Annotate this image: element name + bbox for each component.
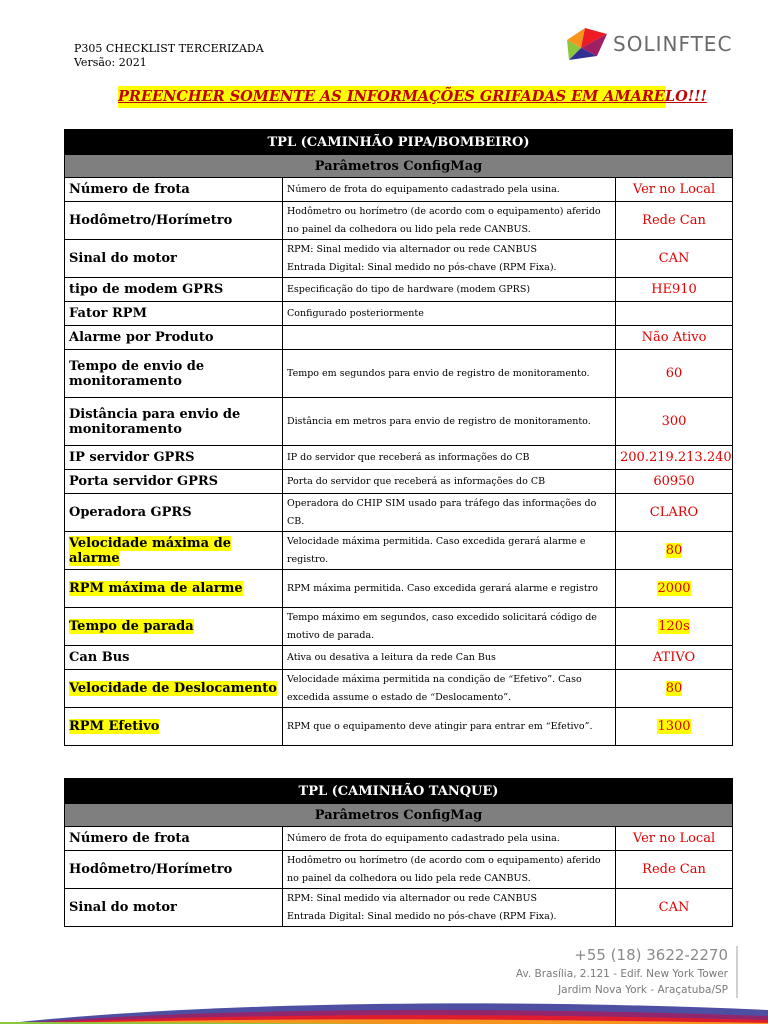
document-version: Versão: 2021 bbox=[74, 56, 147, 69]
row-description: Operadora do CHIP SIM usado para tráfego das informações do CB. bbox=[283, 494, 616, 532]
row-label: Alarme por Produto bbox=[69, 330, 214, 345]
row-description bbox=[283, 326, 616, 350]
row-value: Ver no Local bbox=[632, 831, 716, 846]
row-value: 200.219.213.240 bbox=[620, 450, 732, 465]
table-row-distancia-para-envio-de-monitoramento bbox=[65, 398, 733, 446]
document-title: P305 CHECKLIST TERCERIZADA bbox=[74, 42, 264, 55]
row-value: HE910 bbox=[651, 282, 697, 297]
row-label: Sinal do motor bbox=[69, 900, 177, 915]
footer-phone: +55 (18) 3622-2270 bbox=[574, 946, 728, 964]
table-row-hodometro-horimetro bbox=[65, 851, 733, 889]
table-row-rpm-maxima-de-alarme bbox=[65, 570, 733, 608]
row-description: Distância em metros para envio de registro de monitoramento. bbox=[283, 398, 616, 446]
footer-divider bbox=[736, 946, 738, 998]
table-row-rpm-efetivo bbox=[65, 708, 733, 746]
solinftec-logo bbox=[563, 26, 743, 66]
row-label: Sinal do motor bbox=[69, 251, 177, 266]
table-row-tipo-de-modem-gprs bbox=[65, 278, 733, 302]
row-label: Número de frota bbox=[69, 831, 190, 846]
row-value: Rede Can bbox=[642, 862, 706, 877]
table-row-sinal-do-motor bbox=[65, 889, 733, 927]
table-row-velocidade-de-deslocamento bbox=[65, 670, 733, 708]
table-subtitle: Parâmetros ConfigMag bbox=[65, 155, 733, 178]
table-row-porta-servidor-gprs bbox=[65, 470, 733, 494]
row-value: Não Ativo bbox=[641, 330, 707, 345]
table-row-alarme-por-produto bbox=[65, 326, 733, 350]
row-description: Hodômetro ou horímetro (de acordo com o equipamento) aferido no painel da colhedora ou lido pela rede CANBUS. bbox=[283, 202, 616, 240]
row-label: Can Bus bbox=[69, 650, 130, 665]
row-value: 60 bbox=[665, 366, 683, 381]
table-row-operadora-gprs bbox=[65, 494, 733, 532]
checklist-table-tanque bbox=[64, 778, 733, 927]
table-subtitle: Parâmetros ConfigMag bbox=[65, 804, 733, 827]
table-row-fator-rpm bbox=[65, 302, 733, 326]
row-label: Hodômetro/Horímetro bbox=[69, 862, 233, 877]
row-value: 120s bbox=[658, 619, 690, 634]
row-label: tipo de modem GPRS bbox=[69, 282, 224, 297]
row-description: Especificação do tipo de hardware (modem GPRS) bbox=[283, 278, 616, 302]
table-title: TPL (CAMINHÃO TANQUE) bbox=[65, 779, 733, 804]
row-value: 80 bbox=[665, 681, 683, 696]
row-description: Configurado posteriormente bbox=[283, 302, 616, 326]
table-row-velocidade-maxima-de-alarme bbox=[65, 532, 733, 570]
logo-text: SOLINFTEC bbox=[613, 32, 733, 56]
footer-contact bbox=[500, 944, 728, 998]
document-header bbox=[74, 42, 264, 70]
row-description: Velocidade máxima permitida na condição de “Efetivo”. Caso excedida assume o estado de “Deslocamento”. bbox=[283, 670, 616, 708]
row-value: CAN bbox=[658, 900, 690, 915]
table-title: TPL (CAMINHÃO PIPA/BOMBEIRO) bbox=[65, 130, 733, 155]
row-label: IP servidor GPRS bbox=[69, 450, 195, 465]
table-row-tempo-de-envio-de-monitoramento bbox=[65, 350, 733, 398]
checklist-table-pipa bbox=[64, 129, 733, 746]
instruction-banner: PREENCHER SOMENTE AS INFORMAÇÕES GRIFADAS EM AMARELO!!! bbox=[118, 86, 666, 108]
row-label: Operadora GPRS bbox=[69, 505, 192, 520]
table-row-can-bus bbox=[65, 646, 733, 670]
row-description: RPM: Sinal medido via alternador ou rede CANBUS Entrada Digital: Sinal medido no pós-chave (RPM Fixa). bbox=[283, 889, 616, 927]
table-row-numero-de-frota bbox=[65, 827, 733, 851]
table-row-hodometro-horimetro bbox=[65, 202, 733, 240]
row-label: Fator RPM bbox=[69, 306, 147, 321]
row-value: 2000 bbox=[657, 581, 691, 596]
row-description: RPM que o equipamento deve atingir para entrar em “Efetivo”. bbox=[283, 708, 616, 746]
row-value: Ver no Local bbox=[632, 182, 716, 197]
row-label: Tempo de parada bbox=[69, 619, 194, 634]
row-value: 60950 bbox=[653, 474, 695, 489]
table-row-tempo-de-parada bbox=[65, 608, 733, 646]
row-label: Velocidade de Deslocamento bbox=[69, 681, 277, 696]
row-description: RPM máxima permitida. Caso excedida gerará alarme e registro bbox=[283, 570, 616, 608]
row-description: Porta do servidor que receberá as informações do CB bbox=[283, 470, 616, 494]
table-row-numero-de-frota bbox=[65, 178, 733, 202]
row-label: Hodômetro/Horímetro bbox=[69, 213, 233, 228]
row-value: Rede Can bbox=[642, 213, 706, 228]
table-row-ip-servidor-gprs bbox=[65, 446, 733, 470]
table-row-sinal-do-motor bbox=[65, 240, 733, 278]
row-value: ATIVO bbox=[652, 650, 696, 665]
footer-address-line1: Av. Brasília, 2.121 - Edif. New York Tower bbox=[515, 968, 728, 980]
row-label: Distância para envio de monitoramento bbox=[69, 406, 241, 437]
footer-address-line2: Jardim Nova York - Araçatuba/SP bbox=[558, 984, 728, 996]
row-label: Velocidade máxima de alarme bbox=[69, 535, 231, 566]
row-label: RPM Efetivo bbox=[69, 719, 160, 734]
row-description: Número de frota do equipamento cadastrado pela usina. bbox=[283, 827, 616, 851]
row-label: Tempo de envio de monitoramento bbox=[69, 358, 205, 389]
logo-mark-icon bbox=[563, 26, 609, 66]
row-description: RPM: Sinal medido via alternador ou rede CANBUS Entrada Digital: Sinal medido no pós-chave (RPM Fixa). bbox=[283, 240, 616, 278]
footer-wave-decoration bbox=[0, 992, 768, 1024]
row-description: Número de frota do equipamento cadastrado pela usina. bbox=[283, 178, 616, 202]
row-description: Hodômetro ou horímetro (de acordo com o equipamento) aferido no painel da colhedora ou lido pela rede CANBUS. bbox=[283, 851, 616, 889]
row-label: Porta servidor GPRS bbox=[69, 474, 219, 489]
row-value: 300 bbox=[661, 414, 687, 429]
row-label: Número de frota bbox=[69, 182, 190, 197]
row-value: CAN bbox=[658, 251, 690, 266]
row-description: Velocidade máxima permitida. Caso excedida gerará alarme e registro. bbox=[283, 532, 616, 570]
row-description: Ativa ou desativa a leitura da rede Can Bus bbox=[283, 646, 616, 670]
row-description: Tempo máximo em segundos, caso excedido solicitará código de motivo de parada. bbox=[283, 608, 616, 646]
row-description: Tempo em segundos para envio de registro de monitoramento. bbox=[283, 350, 616, 398]
row-value: CLARO bbox=[649, 505, 699, 520]
row-value: 80 bbox=[665, 543, 683, 558]
row-label: RPM máxima de alarme bbox=[69, 581, 243, 596]
row-description: IP do servidor que receberá as informações do CB bbox=[283, 446, 616, 470]
row-value: 1300 bbox=[657, 719, 691, 734]
